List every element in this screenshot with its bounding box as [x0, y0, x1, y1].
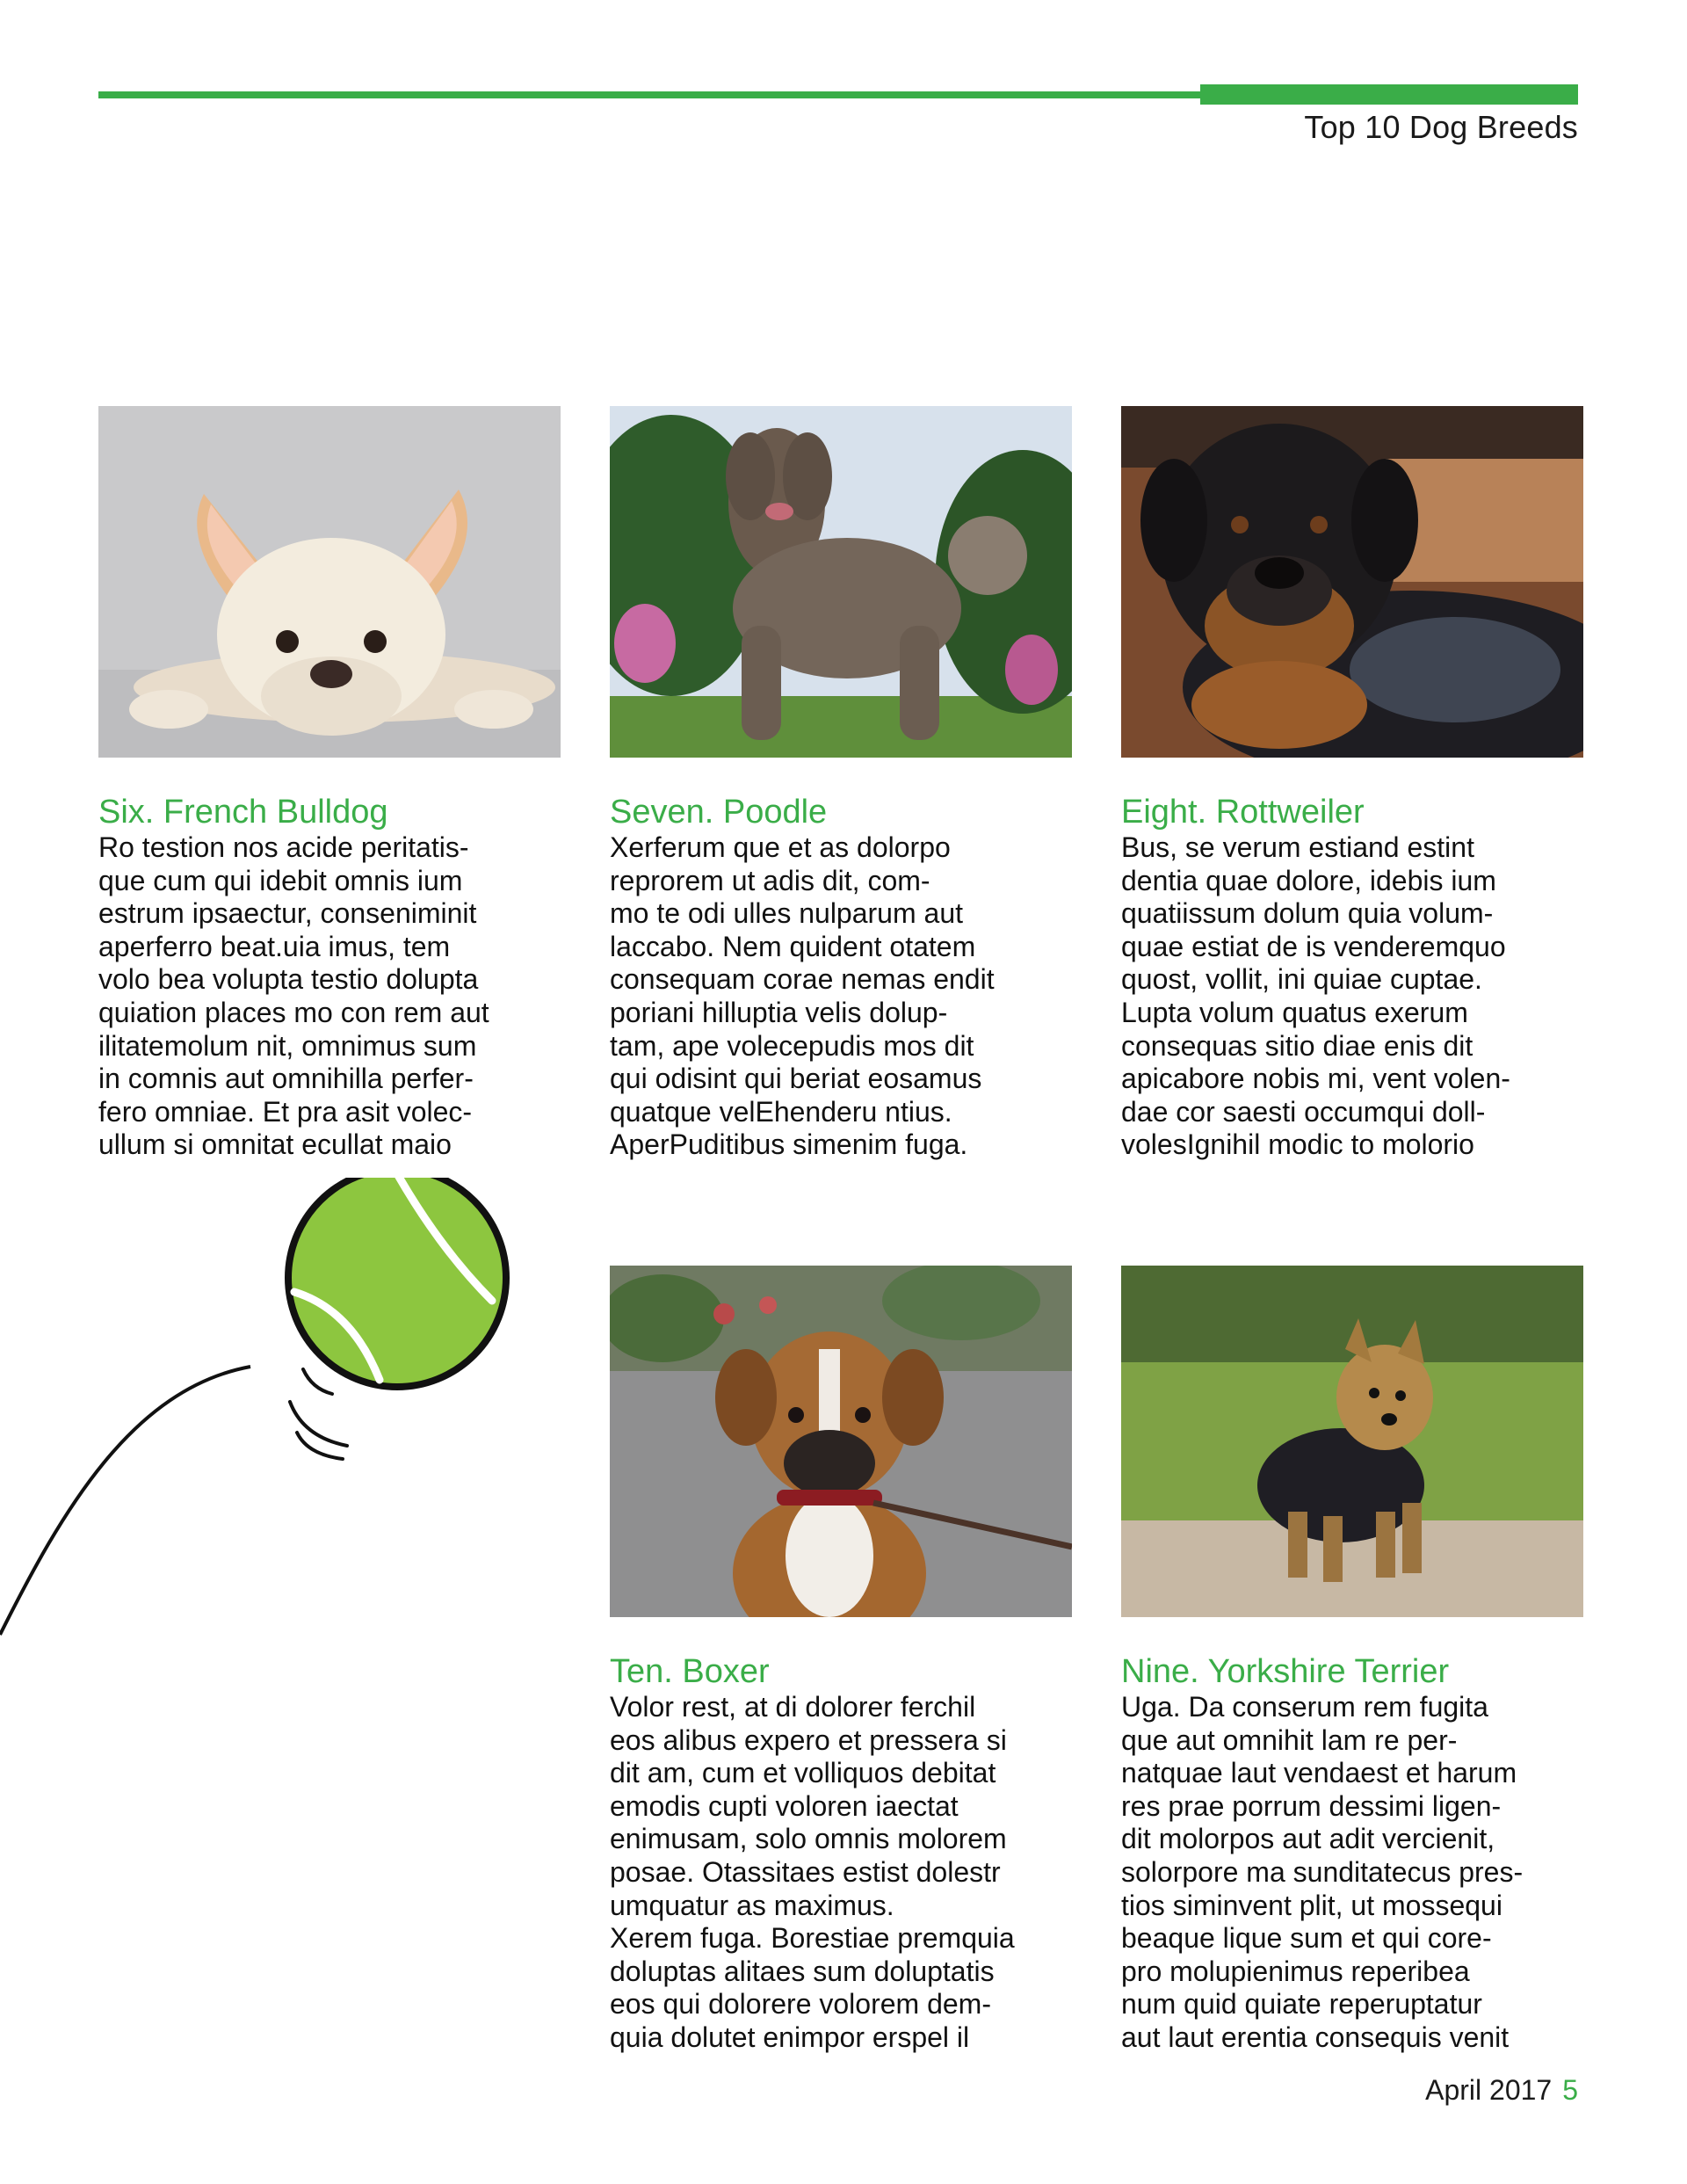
- breed-title: Nine. Yorkshire Terrier: [1121, 1653, 1450, 1690]
- breed-title: Seven. Poodle: [610, 794, 828, 831]
- breed-description: Uga. Da conserum rem fugita que aut omnihit lam re per- natquae laut vendaest et harum res prae porrum dessimi ligen- dit molorpos aut adit vercienit, solorpore ma sunditatecus pres- tios siminvent plit, ut mossequi beaque lique sum et qui core- pro molupienimus reperibea num quid quiate reperuptatur aut laut erentia consequis venit: [1121, 1691, 1524, 2053]
- tennis-ball-icon: [0, 1178, 527, 1670]
- rottweiler-photo: [1121, 406, 1583, 758]
- breed-title: Ten. Boxer: [610, 1653, 770, 1690]
- page-footer: [1425, 2074, 1578, 2107]
- breed-description: Volor rest, at di dolorer ferchil eos alibus expero et pressera si dit am, cum et volliquos debitat emodis cupti voloren iaectat enimusam, solo omnis molorem posae. Otassitaes estist dolestr umquatur as maximus. Xerem fuga. Borestiae premquia doluptas alitaes sum doluptatis eos qui dolorere volorem dem- quia dolutet enimpor erspel il: [610, 1691, 1015, 2053]
- breed-card-french-bulldog: [98, 406, 561, 1162]
- breed-card-yorkshire-terrier: [1121, 1266, 1583, 2055]
- breed-title: Six. French Bulldog: [98, 794, 388, 831]
- page-number: 5: [1562, 2074, 1578, 2106]
- header-accent-bar: [1200, 84, 1578, 105]
- poodle-photo: [610, 406, 1072, 758]
- issue-date: April 2017: [1425, 2074, 1553, 2106]
- breed-description: Xerferum que et as dolorpo reprorem ut adis dit, com- mo te odi ulles nulparum aut laccabo. Nem quident otatem consequam corae nemas endit poriani hilluptia velis dolup- tam, ape volecepudis mos dit qui odisint qui beriat eosamus quatque velEhenderu ntius. AperPuditibus simenim fuga.: [610, 831, 995, 1161]
- boxer-photo: [610, 1266, 1072, 1617]
- header-rule: [98, 91, 1209, 98]
- french-bulldog-photo: [98, 406, 561, 758]
- breed-description: Ro testion nos acide peritatis- que cum qui idebit omnis ium estrum ipsaectur, conseniminit aperferro beat.uia imus, tem volo bea volupta testio dolupta quiation places mo con rem aut ilitatemolum nit, omnimus sum in comnis aut omnihilla perfer- fero omniae. Et pra asit volec- ullum si omnitat ecullat maio: [98, 831, 489, 1161]
- breed-description: Bus, se verum estiand estint dentia quae dolore, idebis ium quatiissum dolum quia volum- quae estiat de is venderemquo quost, vollit, ini quiae cuptae. Lupta volum quatus exerum consequas sitio diae enis dit apicabore nobis mi, vent volen- dae cor saesti occumqui doll- volesIgnihil modic to molorio: [1121, 831, 1510, 1161]
- page-header-title: Top 10 Dog Breeds: [1304, 109, 1578, 145]
- breed-card-boxer: [610, 1266, 1072, 2055]
- breed-title: Eight. Rottweiler: [1121, 794, 1365, 831]
- yorkshire-terrier-photo: [1121, 1266, 1583, 1617]
- breed-card-poodle: [610, 406, 1072, 1162]
- breed-card-rottweiler: [1121, 406, 1583, 1162]
